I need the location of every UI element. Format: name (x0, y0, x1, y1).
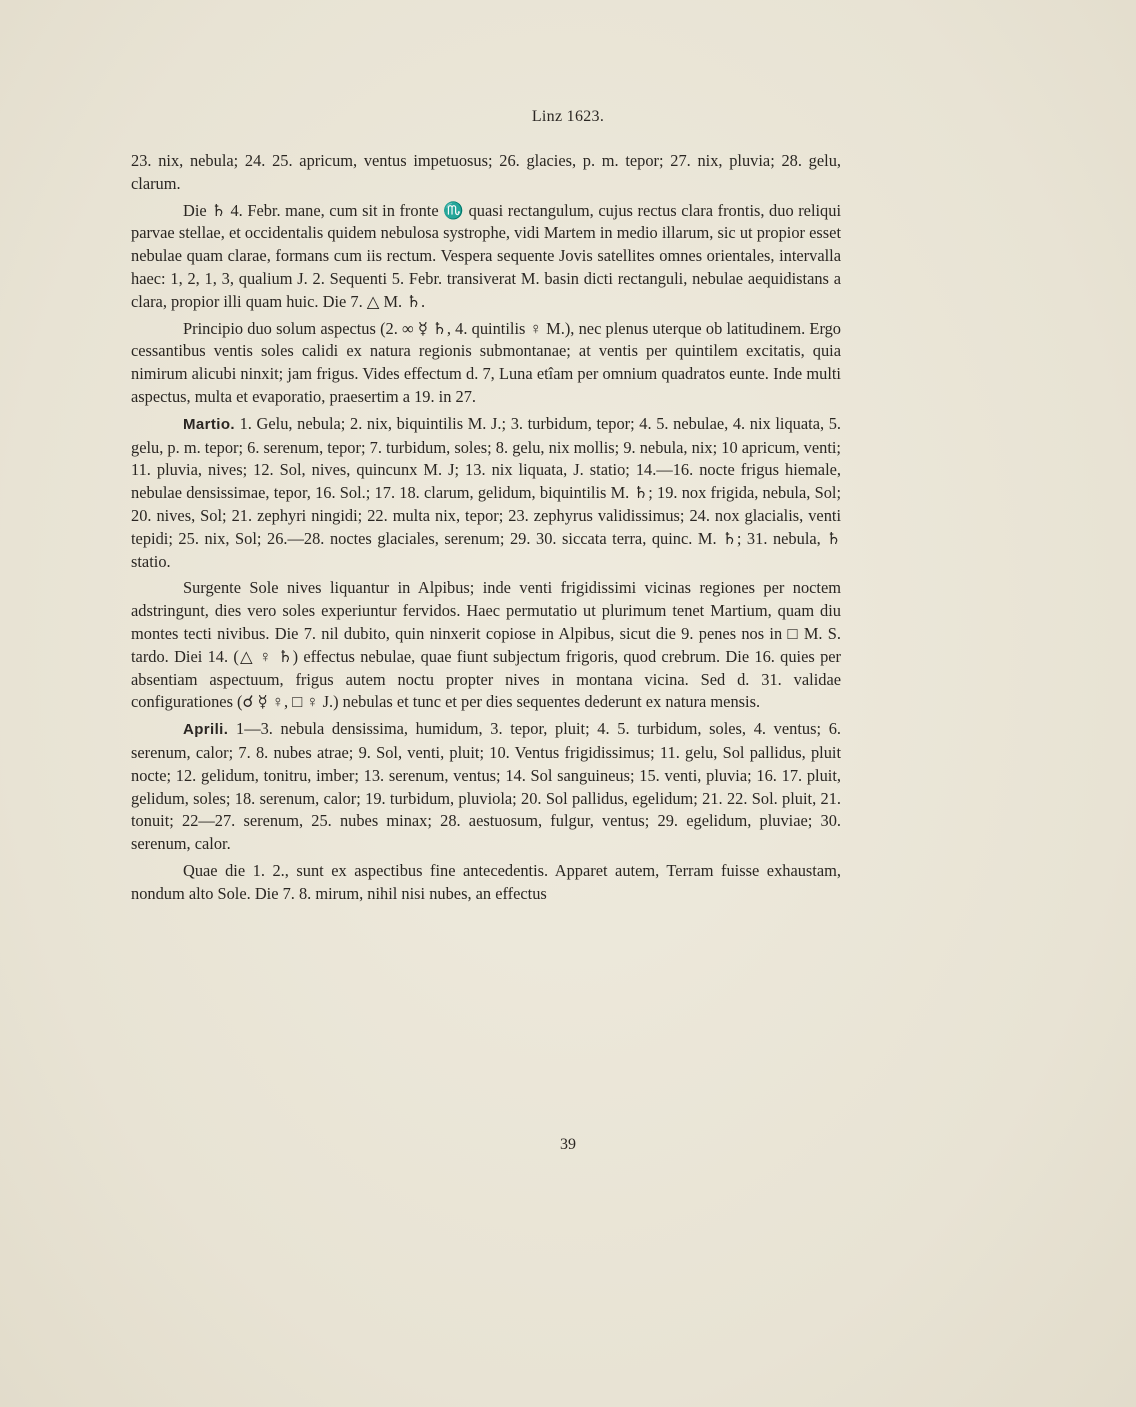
paragraph: Surgente Sole nives liquantur in Alpibus; inde venti frigidissimi vicinas regiones per noctem adstringunt, dies vero soles experiuntur fervidos. Haec permutatio ut plurimum tenet Martium, quam diu montes tecti nivibus. Die 7. nil dubito, quin ninxerit copiose in Alpibus, sicut die 9. penes nos in □ M. S. tardo. Diei 14. (△ ♀ ♄) effectus nebulae, quae fiunt subjectum frigoris, quod crebrum. Die 16. quies per absentiam aspectuum, frigus autem noctu propter nives in montana vicina. Sed d. 31. validae configurationes (☌ ☿ ♀, □ ♀ J.) nebulas et tunc et per dies sequentes dederunt ex natura mensis. (131, 578, 841, 712)
paragraph: 23. nix, nebula; 24. 25. apricum, ventus impetuosus; 26. glacies, p. m. tepor; 27. nix, pluvia; 28. gelu, clarum. (131, 151, 841, 193)
paragraph-martio: Martio. 1. Gelu, nebula; 2. nix, biquintilis M. J.; 3. turbidum, tepor; 4. 5. nebulae, 4. nix liquata, 5. gelu, p. m. tepor; 6. serenum, tepor; 7. turbidum, soles; 8. gelu, nix mollis; 9. nebula, nix; 10 apricum, venti; 11. pluvia, nives; 12. Sol, nives, quincunx M. J; 13. nix liquata, J. statio; 14.—16. nocte frigus hiemale, nebulae densissimae, tepor, 16. Sol.; 17. 18. clarum, gelidum, biquintilis M. ♄; 19. nox frigida, nebula, Sol; 20. nives, Sol; 21. zephyri ningidi; 22. multa nix, tepor; 23. zephyrus validissimus; 24. nox glacialis, venti tepidi; 25. nix, Sol; 26.—28. noctes glaciales, serenum; 29. 30. siccata terra, quinc. M. ♄; 31. nebula, ♄ statio. (131, 413, 841, 571)
running-header: Linz 1623. (531, 108, 605, 125)
page-number: 39 (560, 1136, 576, 1153)
paragraph: Principio duo solum aspectus (2. ∞ ☿ ♄, 4. quintilis ♀ M.), nec plenus uterque ob latitudinem. Ergo cessantibus ventis soles calidi ex natura regionis submontanae; at ventis per quintilem excitatis, quia nimirum alicubi ninxit; jam frigus. Vides effectum d. 7, Luna etîam per omnium quadratos eunte. Inde multi aspectus, multa et evaporatio, praesertim a 19. in 27. (131, 318, 841, 406)
paragraph-aprili: Aprili. 1—3. nebula densissima, humidum, 3. tepor, pluit; 4. 5. turbidum, soles, 4. ventus; 6. serenum, calor; 7. 8. nubes atrae; 9. Sol, venti, pluit; 10. Ventus frigidissimus; 11. gelu, Sol pallidus, pluit nocte; 12. gelidum, tonitru, imber; 13. serenum, ventus; 14. Sol sanguineus; 15. venti, pluvia; 16. 17. pluit, gelidum, soles; 18. serenum, calor; 19. turbidum, pluviola; 20. Sol pallidus, egelidum; 21. 22. Sol. pluit, 21. tonuit; 22—27. serenum, 25. nubes minax; 28. aestuosum, fulgur, ventus; 29. egelidum, pluviae; 30. serenum, calor. (131, 719, 841, 854)
month-heading: Martio. (183, 415, 235, 433)
month-heading: Aprili. (183, 721, 229, 739)
body-text (131, 150, 841, 910)
paragraph: Quae die 1. 2., sunt ex aspectibus fine antecedentis. Apparet autem, Terram fuisse exhaustam, nondum alto Sole. Die 7. 8. mirum, nihil nisi nubes, an effectus (131, 860, 841, 903)
paragraph: Die ♄ 4. Febr. mane, cum sit in fronte ♏ quasi rectangulum, cujus rectus clara frontis, duo reliqui parvae stellae, et occidentalis quidem nebulosa systrophe, vidi Martem in medio illarum, sic ut propior esset nebulae quam clarae, formans cum iis rectum. Vespera sequente Jovis satellites omnes orientales, intervalla haec: 1, 2, 1, 3, qualium J. 2. Sequenti 5. Febr. transiverat M. basin dicti rectanguli, nebulae aequidistans a clara, propior illi quam huic. Die 7. △ M. ♄. (131, 200, 841, 311)
